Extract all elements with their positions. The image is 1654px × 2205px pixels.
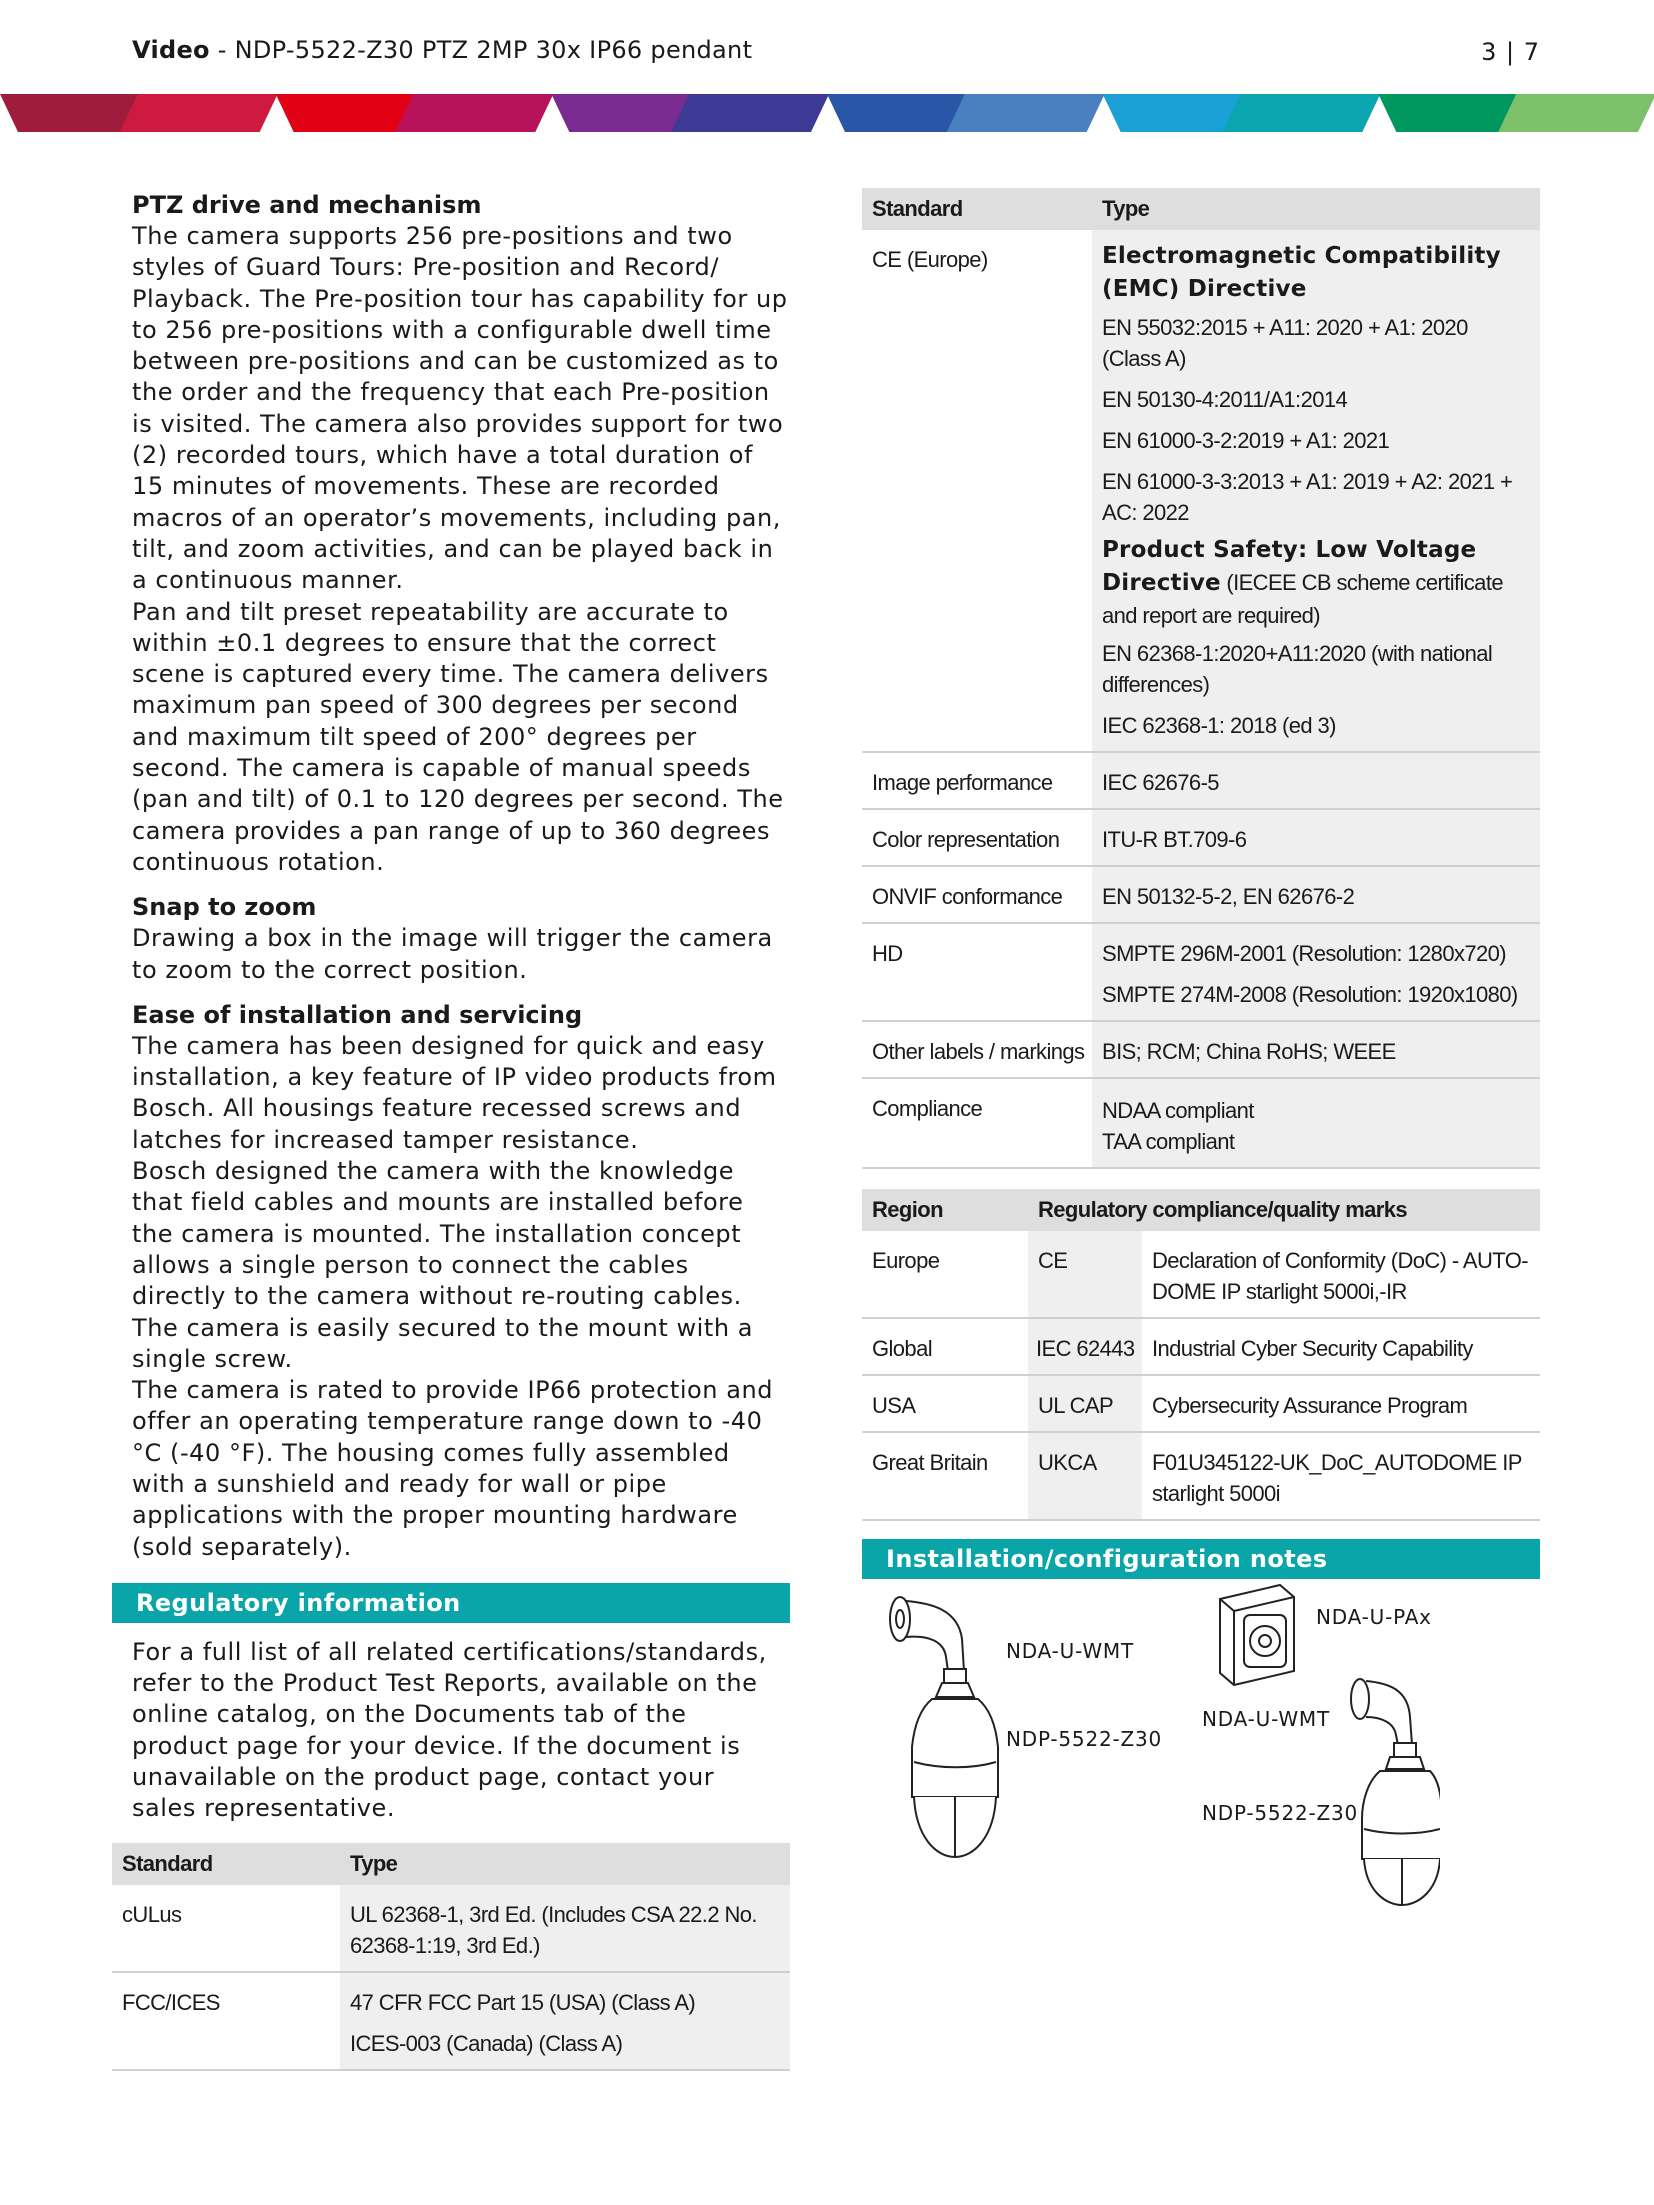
table-header-row <box>862 188 1540 230</box>
table-row <box>862 1231 1540 1318</box>
lvd-title: Product Safety: Low Voltage Directive <box>1102 537 1477 596</box>
type-item: 47 CFR FCC Part 15 (USA) (Class A) <box>350 1989 696 2015</box>
regulatory-paragraph: For a full list of all related certifications/standards, refer to the Product Test Reports, available on the online catalog, on the Documents tab of the product page for your device. If the document is unavailable on the product page, contact your sales representative. <box>132 1637 767 1823</box>
install-paragraph-1: The camera has been designed for quick and easy installation, a key feature of IP video products from Bosch. All housings feature recessed screws and latches for increased tamper resistance. <box>132 1031 777 1154</box>
emc-item: EN 55032:2015 + A11: 2020 + A1: 2020 (Class A) <box>1102 315 1468 371</box>
col-header-marks: Regulatory compliance/quality marks <box>1028 1189 1540 1231</box>
cell-type: ITU-R BT.709-6 <box>1092 809 1540 866</box>
regulatory-information-bar: Regulatory information <box>112 1583 790 1623</box>
right-column <box>862 188 1540 1909</box>
lvd-item: EN 62368-1:2020+A11:2020 (with national differences) <box>1102 641 1493 697</box>
band-segment <box>947 94 1105 132</box>
cell-type <box>1092 923 1540 1021</box>
cell-type: EN 50132-5-2, EN 62676-2 <box>1092 866 1540 923</box>
col-header-standard: Standard <box>112 1843 340 1885</box>
table-row <box>862 923 1540 1021</box>
table-row <box>862 752 1540 809</box>
table-row-ce <box>862 230 1540 752</box>
cell-standard: ONVIF conformance <box>862 866 1092 923</box>
cell-standard: Other labels / markings <box>862 1021 1092 1078</box>
band-segment <box>671 94 829 132</box>
wall-mount-camera-illustration <box>880 1587 1000 1887</box>
table-row <box>862 1021 1540 1078</box>
label-ndp-5522-z30-1: NDP-5522-Z30 <box>1006 1727 1163 1751</box>
cell-standard: FCC/ICES <box>112 1972 340 2070</box>
cell-standard: HD <box>862 923 1092 1021</box>
lvd-note: (IECEE CB scheme certificate and report are required) <box>1102 570 1503 628</box>
product-title: - NDP-5522-Z30 PTZ 2MP 30x IP66 pendant <box>209 36 753 64</box>
cell-description: Industrial Cyber Security Capability <box>1142 1318 1540 1375</box>
cell-description: Cybersecurity Assurance Program <box>1142 1375 1540 1432</box>
brand-color-band <box>0 94 1654 132</box>
cell-type: NDAA compliant TAA compliant <box>1092 1078 1540 1168</box>
doc-type: Video <box>132 36 210 64</box>
cell-region: Global <box>862 1318 1028 1375</box>
label-nda-u-wmt-1: NDA-U-WMT <box>1006 1639 1134 1663</box>
cell-type <box>1092 230 1540 752</box>
cell-standard: Color representation <box>862 809 1092 866</box>
cell-type <box>340 1972 790 2070</box>
cell-mark: UL CAP <box>1028 1375 1142 1432</box>
band-segment <box>1223 94 1381 132</box>
installation-diagram <box>862 1579 1540 1909</box>
cell-mark: CE <box>1028 1231 1142 1318</box>
table-row <box>862 866 1540 923</box>
section-heading-snap-to-zoom: Snap to zoom <box>132 893 317 922</box>
emc-item: EN 61000-3-2:2019 + A1: 2021 <box>1102 428 1390 453</box>
col-header-type: Type <box>1092 188 1540 230</box>
cell-standard: Compliance <box>862 1078 1092 1168</box>
right-standards-table <box>862 188 1540 1169</box>
table-row <box>112 1885 790 1972</box>
col-header-type: Type <box>340 1843 790 1885</box>
table-row <box>862 1432 1540 1520</box>
installation-notes-bar: Installation/configuration notes <box>862 1539 1540 1579</box>
snap-paragraph: Drawing a box in the image will trigger the camera to zoom to the correct position. <box>132 924 773 984</box>
cell-description: F01U345122-UK_DoC_AUTODOME IP starlight 5000i <box>1142 1432 1540 1520</box>
emc-heading: Electromagnetic Compatibility (EMC) Directive <box>1102 243 1501 302</box>
cell-standard: CE (Europe) <box>862 230 1092 752</box>
cell-standard: cULus <box>112 1885 340 1972</box>
type-item: UL 62368-1, 3rd Ed. (Includes CSA 22.2 No. 62368-1:19, 3rd Ed.) <box>350 1901 757 1958</box>
left-column <box>112 190 790 2071</box>
col-header-region: Region <box>862 1189 1028 1231</box>
emc-item: EN 50130-4:2011/A1:2014 <box>1102 387 1348 412</box>
table-row <box>112 1972 790 2070</box>
cell-mark: IEC 62443 <box>1028 1318 1142 1375</box>
cell-type: IEC 62676-5 <box>1092 752 1540 809</box>
label-nda-u-pax: NDA-U-PAx <box>1316 1605 1432 1629</box>
cell-mark: UKCA <box>1028 1432 1142 1520</box>
label-ndp-5522-z30-2: NDP-5522-Z30 <box>1202 1801 1359 1825</box>
band-segment <box>396 94 554 132</box>
left-standards-table <box>112 1843 790 2071</box>
cell-region: Great Britain <box>862 1432 1028 1520</box>
table-row <box>862 1375 1540 1432</box>
band-segment <box>120 94 278 132</box>
cell-description: Declaration of Conformity (DoC) - AUTODOME IP starlight 5000i,-IR <box>1142 1231 1540 1318</box>
cell-type: BIS; RCM; China RoHS; WEEE <box>1092 1021 1540 1078</box>
col-header-standard: Standard <box>862 188 1092 230</box>
type-item: ICES-003 (Canada) (Class A) <box>350 2030 623 2056</box>
region-table <box>862 1189 1540 1521</box>
emc-item: EN 61000-3-3:2013 + A1: 2019 + A2: 2021 + AC: 2022 <box>1102 469 1513 525</box>
section-heading-ptz: PTZ drive and mechanism <box>132 191 482 219</box>
table-row <box>862 1318 1540 1375</box>
page-header-title <box>132 36 752 64</box>
install-paragraph-3: The camera is rated to provide IP66 protection and offer an operating temperature range down to -40 °C (-40 °F). The housing comes fully assembled with a sunshield and ready for wall or pipe applications with the proper mounting hardware (sold separately). <box>132 1376 774 1561</box>
cell-region: Europe <box>862 1231 1028 1318</box>
table-row <box>862 809 1540 866</box>
section-heading-installation: Ease of installation and servicing <box>132 1000 583 1029</box>
table-header-row <box>862 1189 1540 1231</box>
table-row <box>862 1078 1540 1168</box>
band-segment <box>1498 94 1654 132</box>
type-item: SMPTE 274M-2008 (Resolution: 1920x1080) <box>1102 982 1518 1007</box>
label-nda-u-wmt-2: NDA-U-WMT <box>1202 1707 1330 1731</box>
cell-standard: Image performance <box>862 752 1092 809</box>
type-item: SMPTE 296M-2001 (Resolution: 1280x720) <box>1102 941 1506 966</box>
cell-region: USA <box>862 1375 1028 1432</box>
lvd-heading <box>1102 534 1530 632</box>
cell-type <box>340 1885 790 1972</box>
install-paragraph-2: Bosch designed the camera with the knowledge that field cables and mounts are installed before the camera is mounted. The installation concept allows a single person to connect the cables directly to the camera without re-routing cables. The camera is easily secured to the mount with a single screw. <box>132 1157 754 1373</box>
ptz-paragraph-2: Pan and tilt preset repeatability are accurate to within ±0.1 degrees to ensure that the correct scene is captured every time. The camera delivers maximum pan speed of 300 degrees per second and maximum tilt speed of 200° degrees per second. The camera is capable of manual speeds (pan and tilt) of 0.1 to 120 degrees per second. The camera provides a pan range of up to 360 degrees continuous rotation. <box>132 597 784 876</box>
lvd-item: IEC 62368-1: 2018 (ed 3) <box>1102 713 1336 738</box>
page-number: 3 | 7 <box>1481 38 1540 66</box>
table-header-row <box>112 1843 790 1885</box>
ptz-paragraph-1: The camera supports 256 pre-positions and two styles of Guard Tours: Pre-position and Record/ Playback. The Pre-position tour has capability for up to 256 pre-positions with a configurable dwell time between pre-positions and can be customized as to the order and the frequency that each Pre-position is visited. The camera also provides support for two (2) recorded tours, which have a total duration of 15 minutes of movements. These are recorded macros of an operator’s movements, including pan, tilt, and zoom activities, and can be played back in a continuous manner. <box>132 222 788 595</box>
